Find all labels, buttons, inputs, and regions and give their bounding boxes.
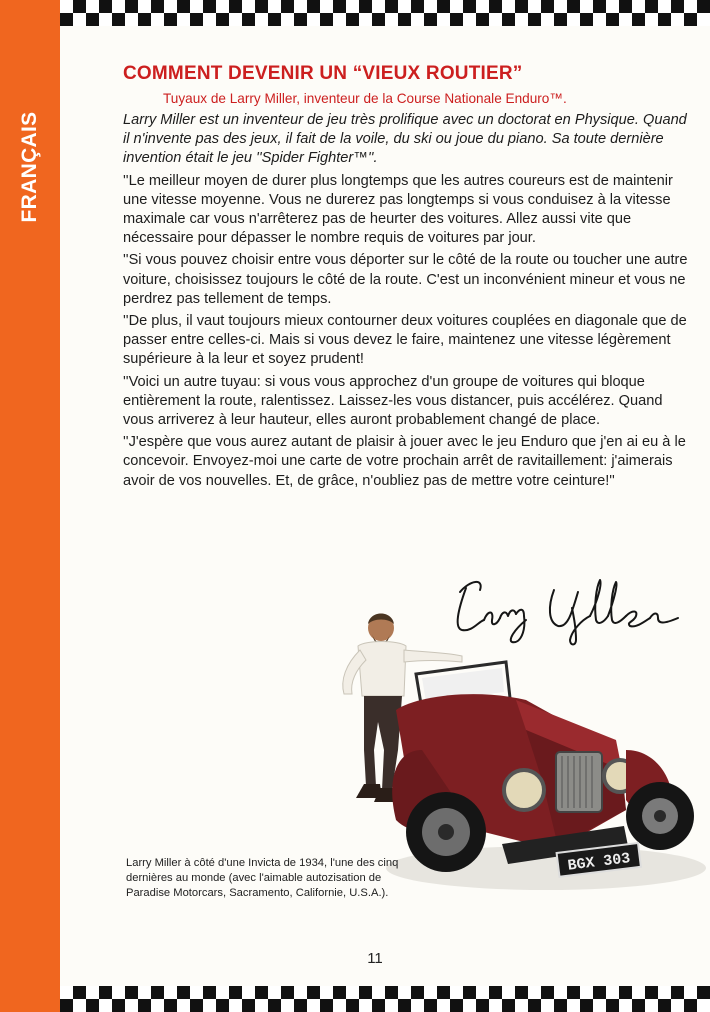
caption-text: Larry Miller à côté d'une Invicta de 1934, l'une des cinq dernières au monde (avec l'aimable autozisation de Paradise Motorcars, Sacramento, Californie, U.S.A.). bbox=[126, 857, 399, 899]
page-number: 11 bbox=[367, 950, 383, 967]
article-body bbox=[123, 111, 688, 494]
body-paragraph: ''Si vous pouvez choisir entre vous déporter sur le côté de la route ou toucher une autre voiture, choisissez toujours le côté de la route. C'est un inconvénient mineur et vous ne perdrez pas tellement de temps. bbox=[123, 252, 688, 307]
body-paragraph: ''Voici un autre tuyau: si vous vous approchez d'un groupe de voitures qui bloque entièrement la route, ralentissez. Laissez-les vous distancer, puis accélérez. Quand vous arriverez à leur hauteur, elles auront probablement changé de place. bbox=[123, 373, 663, 429]
vintage-red-car bbox=[392, 662, 694, 872]
photo-caption bbox=[126, 856, 406, 901]
body-paragraph: ''Le meilleur moyen de durer plus longtemps que les autres coureurs est de maintenir une vitesse moyenne. Vous ne durerez pas longtemps si vous conduisez à la vitesse maximale car vous n'arrêterez pas de heurter des voitures. Allez aussi vite que nécessaire pour dépasser le nombre requis de voitures par jour. bbox=[123, 172, 673, 247]
checkered-border-top bbox=[60, 0, 710, 26]
language-label: FRANÇAIS bbox=[18, 111, 41, 223]
checkered-border-bottom bbox=[60, 986, 710, 1012]
body-paragraph: ''J'espère que vous aurez autant de plaisir à jouer avec le jeu Enduro que j'en ai eu à le concevoir. Envoyez-moi une carte de votre prochain arrêt de ravitaillement: j'aimerais avoir de vos nouvelles. Et, de grâce, n'oubliez pas de mettre votre ceinture!'' bbox=[123, 434, 686, 489]
plate-text: BGX 303 bbox=[566, 850, 632, 875]
article-subtitle: Tuyaux de Larry Miller, inventeur de la Course Nationale Enduro™. bbox=[163, 91, 567, 106]
article-title: COMMENT DEVENIR UN “VIEUX ROUTIER” bbox=[123, 63, 523, 84]
language-side-bar bbox=[0, 0, 60, 1012]
body-paragraph: ''De plus, il vaut toujours mieux contourner deux voitures couplées en diagonale que de passer entre celles-ci. Mais si vous devez le faire, maintenez une vitesse légèrement supérieure à la leur et soyez prudent! bbox=[123, 313, 687, 368]
invicta-car-photo bbox=[326, 600, 710, 900]
intro-paragraph: Larry Miller est un inventeur de jeu très prolifique avec un doctorat en Physique. Quand il n'invente pas des jeux, il fait de la voile, du ski ou joue du piano. Sa toute dernière invention était le jeu ''Spider Fighter™''. bbox=[123, 112, 687, 167]
